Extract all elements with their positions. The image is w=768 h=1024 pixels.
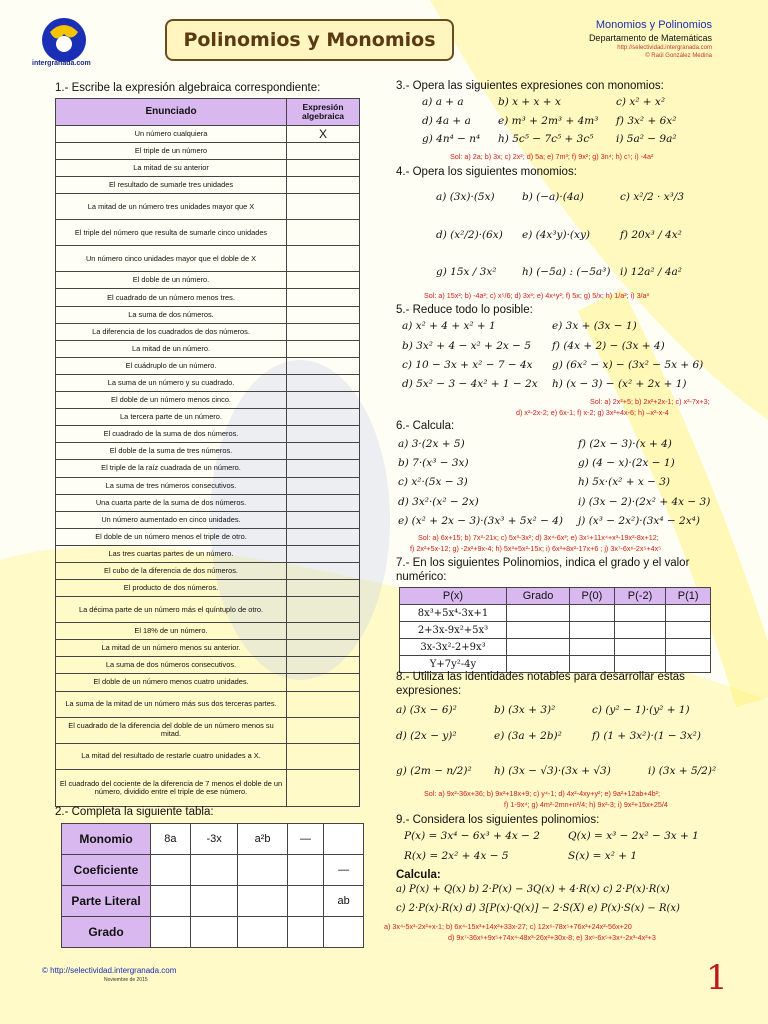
q1-enunciado: La diferencia de los cuadrados de dos números. (56, 323, 287, 340)
q8-solution-1: Sol: a) 9x²-36x+36; b) 9x²+18x+9; c) y⁴-1; d) 4x²-4xy+y²; e) 9a²+12ab+4b²; (424, 789, 660, 798)
q1-enunciado: El doble de un número menos cuatro unidades. (56, 674, 287, 691)
q4-item: a) (3x)·(5x) (436, 191, 495, 203)
q1-row (56, 674, 360, 691)
q1-answer-cell[interactable] (287, 769, 360, 806)
q1-row (56, 392, 360, 409)
q7-table (399, 587, 711, 673)
q1-answer-cell[interactable] (287, 545, 360, 562)
q6-item: j) (x³ − 2x²)·(3x⁴ − 2x⁴) (578, 515, 700, 527)
q7-header: Grado (507, 588, 570, 605)
q1-row (56, 580, 360, 597)
q1-answer-cell[interactable] (287, 717, 360, 743)
q1-enunciado: La mitad de un número. (56, 340, 287, 357)
q5-title: 5.- Reduce todo lo posible: (396, 304, 533, 316)
q1-row (56, 177, 360, 194)
q7-poly: 3x-3x²-2+9x³ (400, 639, 507, 656)
q9-solution-2: d) 9x⁷-36x⁶+9x⁵+74x⁴-48x³-26x²+30x-8; e) 3x⁶-6x⁵+3x⁴-2x³-4x²+3 (448, 933, 656, 942)
q4-item: h) (−5a) : (−5a³) (522, 266, 611, 278)
q1-enunciado: El triple de la raíz cuadrada de un número. (56, 460, 287, 477)
q3-solution: Sol: a) 2a; b) 3x; c) 2x²; d) 5a; e) 7m³; f) 9x²; g) 3n⁴; h) c⁵; i) -4a² (450, 152, 654, 161)
q8-item: a) (3x − 6)² (396, 704, 457, 716)
q8-item: c) (y² − 1)·(y² + 1) (592, 704, 690, 716)
q1-answer-cell[interactable] (287, 357, 360, 374)
q1-row (56, 306, 360, 323)
q1-answer-cell[interactable] (287, 528, 360, 545)
q1-answer-cell[interactable] (287, 323, 360, 340)
footer-date: Noviembre de 2015 (104, 977, 148, 983)
q1-enunciado: El resultado de sumarle tres unidades (56, 177, 287, 194)
q1-row (56, 460, 360, 477)
q1-row (56, 545, 360, 562)
q2-title: 2.- Completa la siguiente tabla: (55, 806, 214, 818)
q7-answer-cell[interactable] (614, 605, 666, 622)
q7-answer-cell[interactable] (507, 639, 570, 656)
q3-item: e) m³ + 2m³ + 4m³ (498, 115, 599, 127)
q6-solution-1: Sol: a) 6x+15; b) 7x³-21x; c) 5x³-3x²; d) 3x⁴-6x³; e) 3x⁵+11x⁴+x³-19x²-8x+12; (418, 533, 659, 542)
q1-row (56, 143, 360, 160)
q1-row (56, 494, 360, 511)
q1-enunciado: La suma de tres números consecutivos. (56, 477, 287, 494)
q1-table (55, 98, 360, 807)
q2-coef-cell[interactable]: — (324, 855, 364, 886)
q6-item: a) 3·(2x + 5) (398, 438, 465, 450)
q1-enunciado: El cuádruplo de un número. (56, 357, 287, 374)
q1-row (56, 769, 360, 806)
q3-item: c) x² + x² (616, 96, 666, 108)
q7-header: P(0) (570, 588, 615, 605)
q2-row-grado (62, 917, 364, 948)
q1-row (56, 126, 360, 143)
q1-row (56, 323, 360, 340)
q1-answer-cell[interactable] (287, 580, 360, 597)
q1-answer-cell[interactable] (287, 177, 360, 194)
q9-poly-p: P(x) = 3x⁴ − 6x³ + 4x − 2 (404, 830, 540, 842)
q1-answer-cell[interactable] (287, 443, 360, 460)
q9-solution-1: a) 3x⁴-5x³-2x²+x-1; b) 6x⁴-15x³+14x²+33x-27; c) 12x⁶-78x⁵+76x³+24x²-56x+20 (384, 922, 632, 931)
q5-item: h) (x − 3) − (x² + 2x + 1) (552, 378, 687, 390)
q7-answer-cell[interactable] (570, 622, 615, 639)
q1-answer-cell[interactable] (287, 597, 360, 623)
q5-solution-2: d) x²-2x-2; e) 6x-1; f) x-2; g) 3x²+4x-6; h) –x²-x-4 (516, 408, 669, 417)
q9-poly-s: S(x) = x² + 1 (568, 850, 638, 862)
q1-answer-cell[interactable] (287, 691, 360, 717)
q1-answer-cell[interactable]: X (287, 126, 360, 143)
q4-title: 4.- Opera los siguientes monomios: (396, 166, 577, 178)
q1-row (56, 511, 360, 528)
q1-enunciado: La décima parte de un número más el quíntuplo de otro. (56, 597, 287, 623)
q2-label-coeficiente: Coeficiente (62, 855, 151, 886)
q1-answer-cell[interactable] (287, 289, 360, 306)
q1-row (56, 477, 360, 494)
q1-enunciado: El triple del número que resulta de sumarle cinco unidades (56, 220, 287, 246)
q7-header: P(1) (666, 588, 711, 605)
q4-item: i) 12a² / 4a² (620, 266, 682, 278)
q7-answer-cell[interactable] (507, 605, 570, 622)
q5-item: e) 3x + (3x − 1) (552, 320, 637, 332)
q1-answer-cell[interactable] (287, 306, 360, 323)
q8-solution-2: f) 1-9x⁴; g) 4m²-2mn+n²/4; h) 9x²-3; i) 9x²+15x+25/4 (504, 800, 668, 809)
q1-enunciado: Un número aumentado en cinco unidades. (56, 511, 287, 528)
q6-solution-2: f) 2x²+5x-12; g) -2x²+9x-4; h) 5x³+5x²-15x; i) 6x³+8x²-17x+6 ; j) 3x⁷-6x⁶-2x⁵+4x⁵ (410, 544, 662, 553)
q1-row (56, 246, 360, 272)
q1-answer-cell[interactable] (287, 674, 360, 691)
q1-row (56, 562, 360, 579)
q1-enunciado: El doble de la suma de tres números. (56, 443, 287, 460)
q3-item: i) 5a² − 9a² (616, 133, 677, 145)
footer-link[interactable]: © http://selectividad.intergranada.com (42, 966, 177, 975)
q7-answer-cell[interactable] (570, 639, 615, 656)
q1-enunciado: La mitad de su anterior (56, 160, 287, 177)
q1-row (56, 691, 360, 717)
q1-answer-cell[interactable] (287, 160, 360, 177)
q7-answer-cell[interactable] (614, 622, 666, 639)
q4-item: e) (4x³y)·(xy) (522, 229, 590, 241)
q1-row (56, 597, 360, 623)
q1-enunciado: La suma de un número y su cuadrado. (56, 374, 287, 391)
header-department: Departamento de Matemáticas (588, 33, 712, 43)
q1-enunciado: La mitad del resultado de restarle cuatro unidades a X. (56, 743, 287, 769)
q2-table (61, 823, 364, 948)
q2-coef-cell[interactable] (151, 855, 191, 886)
q1-table-body (56, 126, 360, 807)
q4-item: b) (−a)·(4a) (522, 191, 584, 203)
q2-grado-cell[interactable] (324, 917, 364, 948)
q1-answer-cell[interactable] (287, 340, 360, 357)
q2-monomio-cell[interactable]: — (287, 824, 324, 855)
header-url[interactable]: http://selectividad.intergranada.com (617, 45, 712, 51)
q2-coef-cell[interactable] (190, 855, 238, 886)
q1-enunciado: La mitad de un número tres unidades mayor que X (56, 194, 287, 220)
q7-answer-cell[interactable] (570, 605, 615, 622)
q1-row (56, 220, 360, 246)
q1-answer-cell[interactable] (287, 477, 360, 494)
q4-solution: Sol: a) 15x²; b) -4a²; c) x⁵/6; d) 3x³; e) 4x⁴y²; f) 5x; g) 5/x; h) 1/a²; i) 3/a³ (424, 291, 649, 300)
q2-grado-cell[interactable] (151, 917, 191, 948)
q5-solution-1: Sol: a) 2x²+5; b) 2x²+2x-1; c) x²-7x+3; (590, 397, 710, 406)
q7-answer-cell[interactable] (666, 605, 711, 622)
q6-item: d) 3x²·(x² − 2x) (398, 496, 479, 508)
q8-item: i) (3x + 5/2)² (648, 765, 717, 777)
q6-item: e) (x² + 2x − 3)·(3x³ + 5x² − 4) (398, 515, 563, 527)
q7-header: P(x) (400, 588, 507, 605)
q1-row (56, 623, 360, 640)
q4-item: f) 20x³ / 4x² (620, 229, 682, 241)
q2-label-grado: Grado (62, 917, 151, 948)
q6-item: b) 7·(x³ − 3x) (398, 457, 469, 469)
q3-item: b) x + x + x (498, 96, 561, 108)
q7-answer-cell[interactable] (507, 622, 570, 639)
q1-row (56, 357, 360, 374)
q6-item: h) 5x·(x² + x − 3) (578, 476, 671, 488)
q6-item: g) (4 − x)·(2x − 1) (578, 457, 675, 469)
q7-answer-cell[interactable] (666, 622, 711, 639)
q2-row-coeficiente (62, 855, 364, 886)
q1-enunciado: Las tres cuartas partes de un número. (56, 545, 287, 562)
q1-answer-cell[interactable] (287, 220, 360, 246)
q2-monomio-cell[interactable]: a²b (238, 824, 287, 855)
q1-row (56, 426, 360, 443)
q1-answer-cell[interactable] (287, 143, 360, 160)
q1-answer-cell[interactable] (287, 562, 360, 579)
q2-label-monomio: Monomio (62, 824, 151, 855)
q1-enunciado: El producto de dos números. (56, 580, 287, 597)
header-author: © Raúl González Medina (645, 53, 712, 59)
q7-poly: 8x³+5x⁴-3x+1 (400, 605, 507, 622)
q5-item: g) (6x² − x) − (3x² − 5x + 6) (552, 359, 704, 371)
q1-row (56, 194, 360, 220)
q1-enunciado: El 18% de un número. (56, 623, 287, 640)
q2-grado-cell[interactable] (238, 917, 287, 948)
q1-answer-cell[interactable] (287, 743, 360, 769)
q4-item: g) 15x / 3x² (436, 266, 497, 278)
q5-item: c) 10 − 3x + x² − 7 − 4x (402, 359, 533, 371)
q1-row (56, 717, 360, 743)
q1-answer-cell[interactable] (287, 409, 360, 426)
page-title: Polinomios y Monomios (165, 19, 454, 61)
q8-title: 8.- Utiliza las identidades notables para desarrollar estas expresiones: (396, 671, 685, 697)
q1-answer-cell[interactable] (287, 511, 360, 528)
q1-answer-cell[interactable] (287, 494, 360, 511)
q1-row (56, 272, 360, 289)
q1-enunciado: El cuadrado del cociente de la diferencia de 7 menos el doble de un número, dividido entre el triple de ese número. (56, 769, 287, 806)
q1-title: 1.- Escribe la expresión algebraica correspondiente: (55, 82, 321, 94)
q7-title: 7.- En los siguientes Polinomios, indica el grado y el valor numérico: (396, 557, 690, 583)
q1-row (56, 443, 360, 460)
q7-answer-cell[interactable] (666, 639, 711, 656)
q1-answer-cell[interactable] (287, 392, 360, 409)
q1-enunciado: El cuadrado de un número menos tres. (56, 289, 287, 306)
q2-monomio-cell[interactable]: 8a (151, 824, 191, 855)
q1-enunciado: La suma de dos números. (56, 306, 287, 323)
q2-coef-cell[interactable] (287, 855, 324, 886)
q1-enunciado: La suma de dos números consecutivos. (56, 657, 287, 674)
q2-label-parte-literal: Parte Literal (62, 886, 151, 917)
q2-coef-cell[interactable] (238, 855, 287, 886)
q9-poly-q: Q(x) = x³ − 2x² − 3x + 1 (568, 830, 699, 842)
q1-enunciado: El cuadrado de la suma de dos números. (56, 426, 287, 443)
q1-col-enunciado: Enunciado (56, 99, 287, 126)
q6-item: f) (2x − 3)·(x + 4) (578, 438, 672, 450)
q3-item: a) a + a (422, 96, 464, 108)
q5-item: d) 5x² − 3 − 4x² + 1 − 2x (402, 378, 538, 390)
q1-row (56, 640, 360, 657)
q1-row (56, 160, 360, 177)
q1-enunciado: Un número cinco unidades mayor que el doble de X (56, 246, 287, 272)
q7-poly: Y+7y²-4y (400, 656, 507, 673)
q1-answer-cell[interactable] (287, 194, 360, 220)
q1-enunciado: Un número cualquiera (56, 126, 287, 143)
header-topic: Monomios y Polinomios (595, 19, 712, 31)
q1-answer-cell[interactable] (287, 623, 360, 640)
q3-item: d) 4a + a (422, 115, 471, 127)
q1-enunciado: La mitad de un número menos su anterior. (56, 640, 287, 657)
q1-answer-cell[interactable] (287, 460, 360, 477)
q1-row (56, 374, 360, 391)
q9-poly-r: R(x) = 2x² + 4x − 5 (404, 850, 509, 862)
q1-row (56, 657, 360, 674)
q5-item: f) (4x + 2) − (3x + 4) (552, 340, 665, 352)
q2-row-monomio (62, 824, 364, 855)
q5-item: a) x² + 4 + x² + 1 (402, 320, 496, 332)
q1-enunciado: La tercera parte de un número. (56, 409, 287, 426)
q9-title: 9.- Considera los siguientes polinomios: (396, 814, 600, 826)
q2-grado-cell[interactable] (287, 917, 324, 948)
q1-row (56, 528, 360, 545)
q9-line-2: c) 2·P(x)·R(x) d) 3[P(x)·Q(x)] − 2·S(X) e) P(x)·S(x) − R(x) (396, 903, 680, 914)
q1-row (56, 743, 360, 769)
q8-item: e) (3a + 2b)² (494, 730, 562, 742)
q1-row (56, 340, 360, 357)
q7-header: P(-2) (614, 588, 666, 605)
q8-item: g) (2m − n/2)² (396, 765, 472, 777)
q2-literal-cell[interactable] (190, 886, 238, 917)
q2-row-parte-literal (62, 886, 364, 917)
q2-literal-cell[interactable]: ab (324, 886, 364, 917)
q3-item: f) 3x² + 6x² (616, 115, 677, 127)
q1-answer-cell[interactable] (287, 640, 360, 657)
q3-item: h) 5c⁵ − 7c⁵ + 3c⁵ (498, 133, 594, 145)
q1-enunciado: Una cuarta parte de la suma de dos números. (56, 494, 287, 511)
q5-item: b) 3x² + 4 − x² + 2x − 5 (402, 340, 531, 352)
page-number: 1 (706, 958, 728, 998)
q1-row (56, 409, 360, 426)
q1-row (56, 289, 360, 306)
q8-item: h) (3x − √3)·(3x + √3) (494, 765, 611, 777)
q2-monomio-cell[interactable]: -3x (190, 824, 238, 855)
q7-answer-cell[interactable] (614, 639, 666, 656)
q9-calc-label: Calcula: (396, 869, 441, 881)
q8-item: b) (3x + 3)² (494, 704, 556, 716)
q6-item: c) x²·(5x − 3) (398, 476, 468, 488)
q1-answer-cell[interactable] (287, 374, 360, 391)
q1-enunciado: El doble de un número. (56, 272, 287, 289)
q1-enunciado: El cuadrado de la diferencia del doble de un número menos su mitad. (56, 717, 287, 743)
q3-title: 3.- Opera las siguientes expresiones con monomios: (396, 80, 664, 92)
q2-grado-cell[interactable] (190, 917, 238, 948)
q1-answer-cell[interactable] (287, 246, 360, 272)
q9-line-1: a) P(x) + Q(x) b) 2·P(x) − 3Q(x) + 4·R(x) c) 2·P(x)·R(x) (396, 884, 670, 895)
q1-answer-cell[interactable] (287, 272, 360, 289)
q1-enunciado: El doble de un número menos el triple de otro. (56, 528, 287, 545)
q2-monomio-cell[interactable] (324, 824, 364, 855)
q7-poly: 2+3x-9x²+5x³ (400, 622, 507, 639)
q6-title: 6.- Calcula: (396, 420, 455, 432)
q1-enunciado: El triple de un número (56, 143, 287, 160)
q8-item: d) (2x − y)² (396, 730, 457, 742)
q4-item: c) x²/2 · x³/3 (620, 191, 685, 203)
q1-enunciado: El doble de un número menos cinco. (56, 392, 287, 409)
q8-item: f) (1 + 3x²)·(1 − 3x²) (592, 730, 701, 742)
q4-item: d) (x²/2)·(6x) (436, 229, 503, 241)
q1-enunciado: El cubo de la diferencia de dos números. (56, 562, 287, 579)
q1-enunciado: La suma de la mitad de un número más sus dos terceras partes. (56, 691, 287, 717)
q2-literal-cell[interactable] (287, 886, 324, 917)
q2-literal-cell[interactable] (238, 886, 287, 917)
q3-item: g) 4n⁴ − n⁴ (422, 133, 481, 145)
q2-literal-cell[interactable] (151, 886, 191, 917)
q1-answer-cell[interactable] (287, 426, 360, 443)
logo-text: intergranada.com (32, 60, 91, 67)
q1-col-expresion: Expresión algebraica (287, 99, 360, 126)
q1-answer-cell[interactable] (287, 657, 360, 674)
q6-item: i) (3x − 2)·(2x² + 4x − 3) (578, 496, 711, 508)
